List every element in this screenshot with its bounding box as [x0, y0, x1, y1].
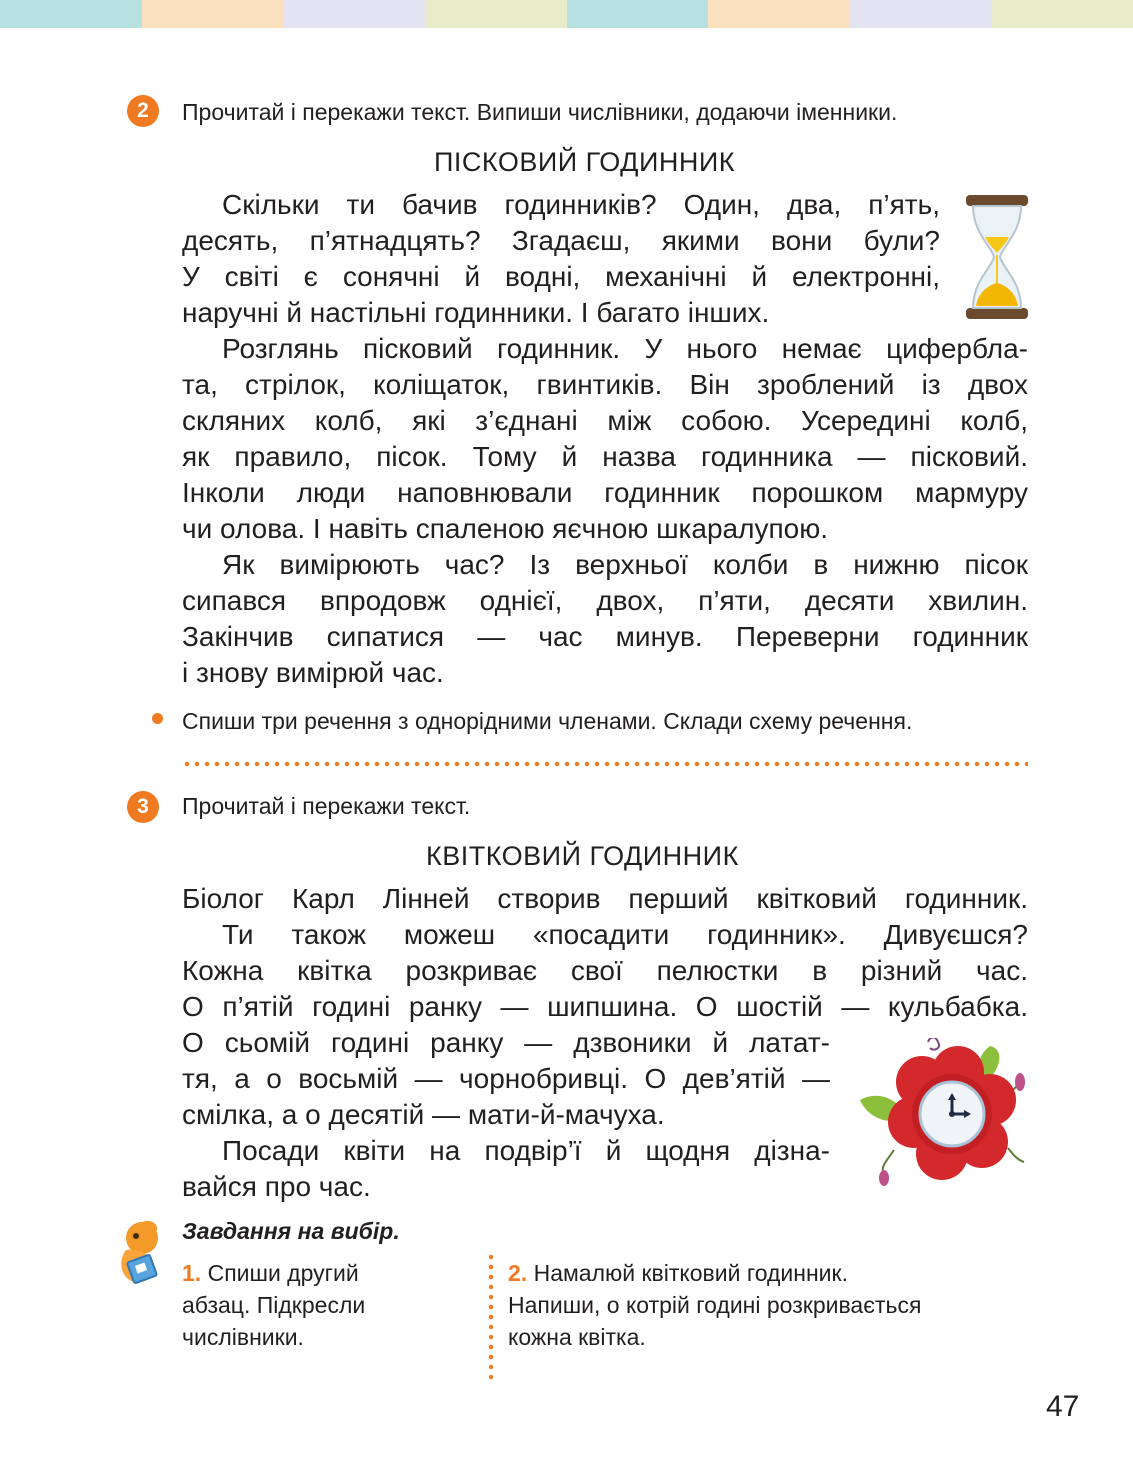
text-line: Розглянь пісковий годинник. У нього немає циферблa- — [222, 333, 1028, 364]
text-line: Скільки ти бачив годинників? Один, два, п’ять, — [222, 189, 940, 220]
top-bar-segment — [283, 0, 425, 28]
choice-option-2 — [508, 1257, 1048, 1353]
text-line: У світі є сонячні й водні, механічні й електронні, — [182, 261, 940, 292]
text-line: чи олова. І навіть спаленою яєчною шкаралупою. — [182, 513, 828, 544]
choice-option-text: Спиши другий — [207, 1260, 359, 1286]
text-line: Біолог Карл Лінней створив перший квітковий годинник. — [182, 883, 1028, 914]
choice-option-number: 2. — [508, 1260, 528, 1286]
text-line: вайся про час. — [182, 1171, 371, 1202]
top-color-bar — [0, 0, 1133, 28]
text-line: десять, п’ятнадцять? Згадаєш, якими вони були? — [182, 225, 940, 256]
mascot-with-book-icon — [112, 1220, 168, 1290]
text-line: тя, а о восьмій — чорнобривці. О дев’ятій — — [182, 1063, 830, 1094]
top-bar-segment — [142, 0, 284, 28]
text-line: скляних колб, які з’єднані між собою. Усередині колб, — [182, 405, 1028, 436]
text-line: Інколи люди наповнювали годинник порошком мармуру — [182, 477, 1028, 508]
text-line: Закінчив сипатися — час минув. Переверни годинник — [182, 621, 1028, 652]
top-bar-segment — [708, 0, 850, 28]
top-bar-segment — [0, 0, 142, 28]
text-line: як правило, пісок. Тому й назва годинника — пісковий. — [182, 441, 1028, 472]
choice-option-text: Намалюй квітковий годинник. — [533, 1260, 848, 1286]
task-instruction: Прочитай і перекажи текст. — [182, 793, 471, 819]
text-line: смілка, а о десятій — мати-й-мачуха. — [182, 1099, 665, 1130]
top-bar-segment — [850, 0, 992, 28]
dotted-vertical-divider — [488, 1252, 494, 1382]
task-instruction: Прочитай і перекажи текст. Випиши числівники, додаючи іменники. — [182, 99, 898, 125]
task-number-badge: 3 — [127, 791, 159, 823]
text-title: ПІСКОВИЙ ГОДИННИК — [434, 147, 735, 177]
choice-option-1 — [182, 1257, 472, 1353]
text-line: сипався впродовж однієї, двох, п’яти, десяти хвилин. — [182, 585, 1028, 616]
text-line: Ти також можеш «посадити годинник». Дивуєшся? — [222, 919, 1028, 950]
text-line: та, стрілок, коліщаток, гвинтиків. Він зроблений із двох — [182, 369, 1028, 400]
bullet-task: Спиши три речення з однорідними членами. Склади схему речення. — [182, 708, 913, 734]
text-title: КВІТКОВИЙ ГОДИННИК — [426, 841, 739, 871]
page-number: 47 — [1046, 1390, 1080, 1423]
text-line: і знову вимірюй час. — [182, 657, 444, 688]
top-bar-segment — [991, 0, 1133, 28]
text-line: О п’ятій годині ранку — шипшина. О шостій — кульбабка. — [182, 991, 1028, 1022]
top-bar-segment — [567, 0, 709, 28]
task-number-badge: 2 — [127, 95, 159, 127]
top-bar-segment — [425, 0, 567, 28]
choice-option-text: числівники. — [182, 1324, 304, 1350]
text-line: Як вимірюють час? Із верхньої колби в нижню пісок — [222, 549, 1028, 580]
dotted-divider — [182, 761, 1028, 767]
hourglass-icon — [964, 193, 1030, 321]
choice-option-text: Напиши, о котрій годині розкривається — [508, 1292, 922, 1318]
choice-option-number: 1. — [182, 1260, 202, 1286]
bullet-icon — [152, 713, 163, 724]
choice-heading: Завдання на вибір. — [182, 1218, 400, 1244]
choice-option-text: кожна квітка. — [508, 1324, 646, 1350]
choice-option-text: абзац. Підкресли — [182, 1292, 366, 1318]
text-line: Посади квіти на подвір’ї й щодня дізна- — [222, 1135, 830, 1166]
text-line: Кожна квітка розкриває свої пелюстки в різний час. — [182, 955, 1028, 986]
text-line: наручні й настільні годинники. І багато інших. — [182, 297, 770, 328]
flower-clock-icon — [858, 1038, 1030, 1188]
text-line: О сьомій годині ранку — дзвоники й латат- — [182, 1027, 830, 1058]
